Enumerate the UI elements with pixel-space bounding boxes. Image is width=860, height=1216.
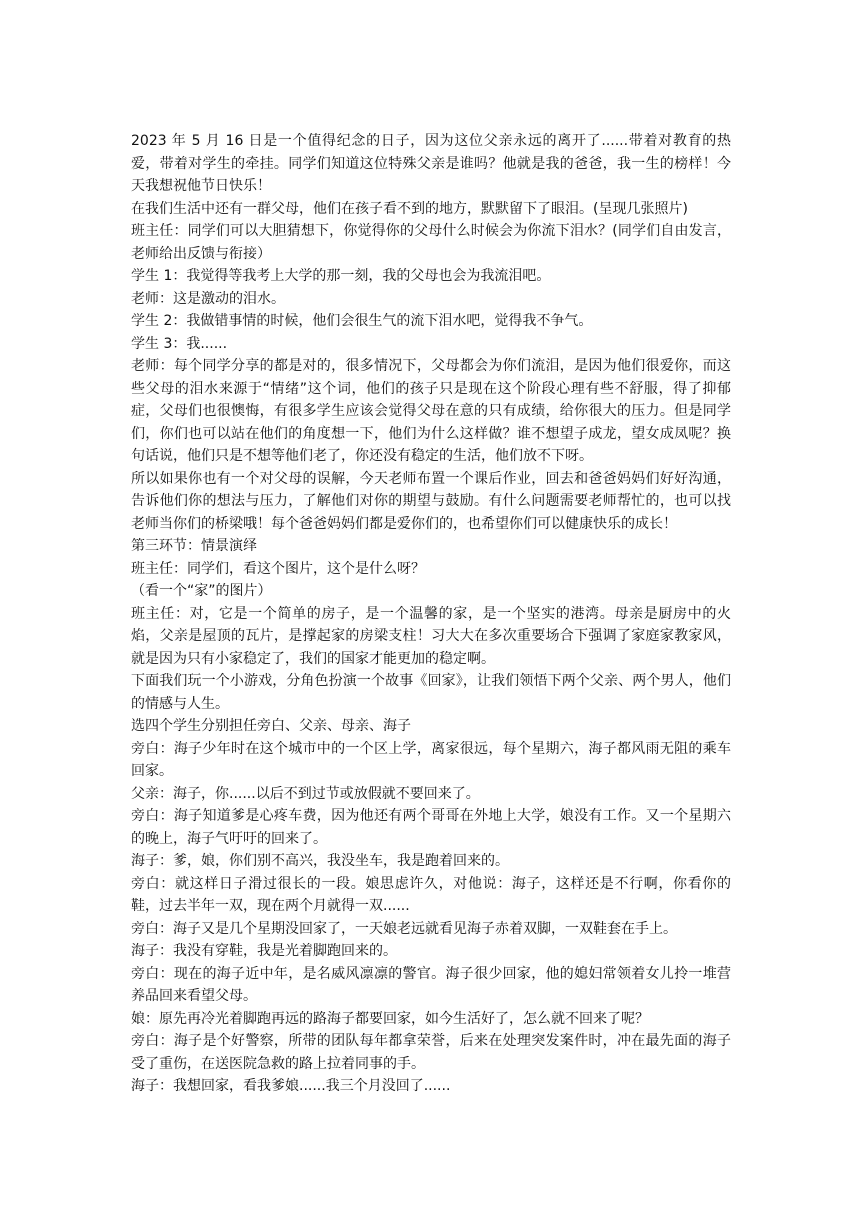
paragraph: 班主任：同学们可以大胆猜想下，你觉得你的父母什么时候会为你流下泪水？(同学们自由发言，老师给出反馈与衔接）	[131, 223, 731, 262]
paragraph: 学生 3：我......	[131, 335, 228, 352]
paragraph: 旁白：就这样日子滑过很长的一段。娘思虑许久，对他说：海子，这样还是不行啊，你看你的鞋，过去半年一双，现在两个月就得一双......	[131, 875, 731, 914]
document-body	[131, 130, 731, 1098]
paragraph: 在我们生活中还有一群父母，他们在孩子看不到的地方，默默留下了眼泪。(呈现几张照片)	[131, 200, 688, 217]
paragraph: 学生 2：我做错事情的时候，他们会很生气的流下泪水吧，觉得我不争气。	[131, 313, 593, 329]
paragraph: （看一个“家”的图片）	[131, 583, 272, 599]
paragraph: 老师：每个同学分享的都是对的，很多情况下，父母都会为你们流泪，是因为他们很爱你，而这些父母的泪水来源于“情绪”这个词，他们的孩子只是现在这个阶段心理有些不舒服，得了抑郁症，父母们也很懊悔，有很多学生应该会觉得父母在意的只有成绩，给你很大的压力。但是同学们，你们也可以站在他们的角度想一下，他们为什么这样做？谁不想望子成龙，望女成凤呢？换句话说，他们只是不想等他们老了，你还没有稳定的生活，他们放不下呀。	[131, 358, 731, 464]
paragraph: 娘：原先再冷光着脚跑再远的路海子都要回家，如今生活好了，怎么就不回来了呢？	[131, 1010, 649, 1027]
paragraph: 旁白：现在的海子近中年，是名威风凛凛的警官。海子很少回家，他的媳妇常领着女儿拎一堆营养品回来看望父母。	[131, 965, 731, 1004]
paragraph: 旁白：海子是个好警察，所带的团队每年都拿荣誉，后来在处理突发案件时，冲在最先面的海子受了重伤，在送医院急救的路上拉着同事的手。	[131, 1033, 731, 1072]
paragraph: 所以如果你也有一个对父母的误解，今天老师布置一个课后作业，回去和爸爸妈妈们好好沟通，告诉他们你的想法与压力，了解他们对你的期望与鼓励。有什么问题需要老师帮忙的，也可以找老师当你们的桥梁哦！每个爸爸妈妈们都是爱你们的，也希望你们可以健康快乐的成长！	[131, 470, 731, 532]
paragraph: 班主任：同学们，看这个图片，这个是什么呀？	[131, 560, 425, 577]
section-heading: 第三环节：情景演绎	[131, 538, 257, 554]
paragraph: 下面我们玩一个小游戏，分角色扮演一个故事《回家》，让我们领悟下两个父亲、两个男人，他们的情感与人生。	[131, 673, 731, 712]
paragraph: 2023 年 5 月 16 日是一个值得纪念的日子，因为这位父亲永远的离开了......带着对教育的热爱，带着对学生的牵挂。同学们知道这位特殊父亲是谁吗？他就是我的爸爸，我一生的榜样！今天我想祝他节日快乐！	[131, 133, 731, 194]
paragraph: 选四个学生分别担任旁白、父亲、母亲、海子	[131, 718, 411, 734]
paragraph: 班主任：对，它是一个简单的房子，是一个温馨的家，是一个坚实的港湾。母亲是厨房中的火焰，父亲是屋顶的瓦片，是撑起家的房梁支柱！习大大在多次重要场合下强调了家庭家教家风，就是因为只有小家稳定了，我们的国家才能更加的稳定啊。	[131, 605, 731, 667]
paragraph: 旁白：海子知道爹是心疼车费，因为他还有两个哥哥在外地上大学，娘没有工作。又一个星期六的晚上，海子气吁吁的回来了。	[131, 808, 731, 847]
paragraph: 旁白：海子又是几个星期没回家了，一天娘老远就看见海子赤着双脚，一双鞋套在手上。	[131, 920, 677, 937]
paragraph: 老师：这是激动的泪水。	[131, 290, 285, 307]
paragraph: 父亲：海子，你......以后不到过节或放假就不要回来了。	[131, 785, 480, 802]
paragraph: 旁白：海子少年时在这个城市中的一个区上学，离家很远，每个星期六，海子都风雨无阻的乘车回家。	[131, 740, 731, 779]
paragraph: 海子：爹，娘，你们别不高兴，我没坐车，我是跑着回来的。	[131, 853, 509, 869]
paragraph: 学生 1：我觉得等我考上大学的那一刻，我的父母也会为我流泪吧。	[131, 268, 551, 284]
paragraph: 海子：我没有穿鞋，我是光着脚跑回来的。	[131, 943, 397, 959]
paragraph: 海子：我想回家，看我爹娘......我三个月没回了......	[131, 1078, 451, 1094]
